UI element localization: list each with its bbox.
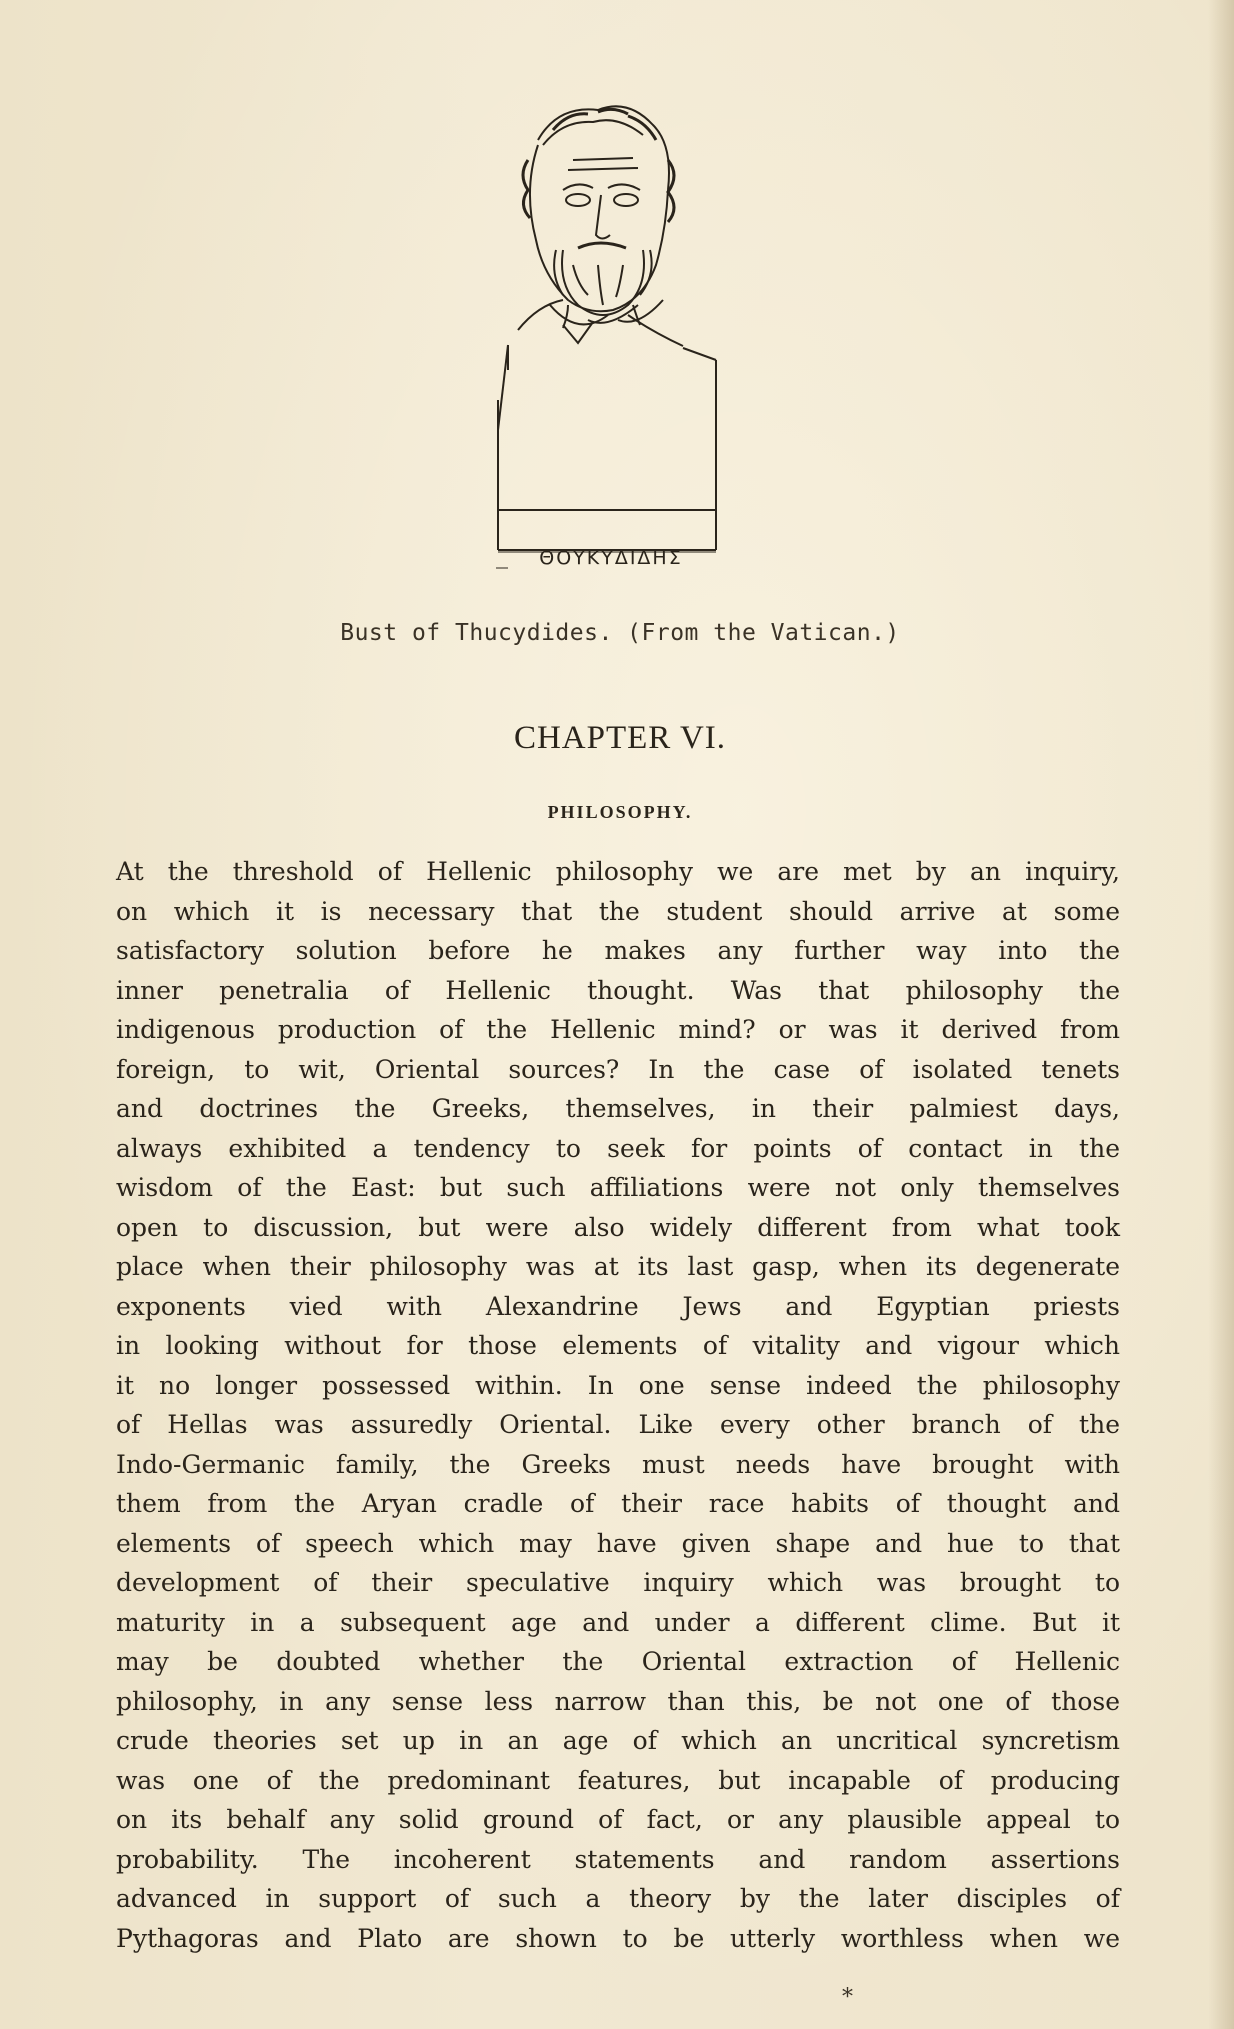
- text-line: probability. The incoherent statements and random assertions: [116, 1844, 1120, 1874]
- bust-inscription: ΘΟΥΚΥΔΙΔΗΣ: [539, 547, 683, 569]
- text-line: inner penetralia of Hellenic thought. Was that philosophy the: [116, 975, 1120, 1005]
- text-line: on which it is necessary that the student should arrive at some: [116, 896, 1120, 926]
- page-gutter-shadow: [1208, 0, 1234, 2029]
- text-line: it no longer possessed within. In one sense indeed the philosophy: [116, 1370, 1120, 1400]
- text-line: always exhibited a tendency to seek for points of contact in the: [116, 1133, 1120, 1163]
- section-title: PHILOSOPHY.: [547, 802, 693, 822]
- text-line: maturity in a subsequent age and under a different clime. But it: [116, 1607, 1120, 1637]
- figure-caption: Bust of Thucydides. (From the Vatican.): [340, 620, 900, 646]
- text-line: on its behalf any solid ground of fact, or any plausible appeal to: [116, 1805, 1120, 1834]
- text-line: wisdom of the East: but such affiliations were not only themselves: [116, 1173, 1120, 1202]
- text-line: them from the Aryan cradle of their race habits of thought and: [116, 1489, 1120, 1518]
- text-line: satisfactory solution before he makes any further way into the: [116, 936, 1120, 965]
- text-line: and doctrines the Greeks, themselves, in their palmiest days,: [116, 1094, 1120, 1123]
- signature-mark: *: [842, 1985, 853, 2010]
- text-line: of Hellas was assuredly Oriental. Like every other branch of the: [116, 1410, 1120, 1439]
- text-line: indigenous production of the Hellenic mind? or was it derived from: [116, 1015, 1120, 1044]
- text-line: Pythagoras and Plato are shown to be utterly worthless when we: [116, 1923, 1120, 1953]
- text-line: development of their speculative inquiry which was brought to: [116, 1568, 1120, 1597]
- text-line: philosophy, in any sense less narrow than this, be not one of those: [116, 1686, 1120, 1716]
- body-paragraph: [116, 852, 1120, 1958]
- chapter-title: CHAPTER VI.: [513, 720, 727, 756]
- text-line: advanced in support of such a theory by the later disciples of: [116, 1884, 1120, 1913]
- text-line: Indo-Germanic family, the Greeks must needs have brought with: [116, 1449, 1120, 1479]
- text-line: may be doubted whether the Oriental extraction of Hellenic: [116, 1647, 1120, 1676]
- thucydides-bust-illustration: [468, 100, 768, 590]
- text-line: open to discussion, but were also widely different from what took: [116, 1212, 1120, 1242]
- text-line: exponents vied with Alexandrine Jews and Egyptian priests: [116, 1291, 1120, 1321]
- text-line: in looking without for those elements of vitality and vigour which: [116, 1331, 1120, 1360]
- text-line: At the threshold of Hellenic philosophy we are met by an inquiry,: [116, 857, 1120, 886]
- text-line: place when their philosophy was at its last gasp, when its degenerate: [116, 1252, 1120, 1281]
- bust-drawing: [468, 100, 768, 590]
- text-line: foreign, to wit, Oriental sources? In the case of isolated tenets: [116, 1054, 1120, 1084]
- text-line: crude theories set up in an age of which an uncritical syncretism: [116, 1726, 1120, 1755]
- text-line: elements of speech which may have given shape and hue to that: [116, 1528, 1120, 1558]
- text-line: was one of the predominant features, but incapable of producing: [116, 1765, 1120, 1795]
